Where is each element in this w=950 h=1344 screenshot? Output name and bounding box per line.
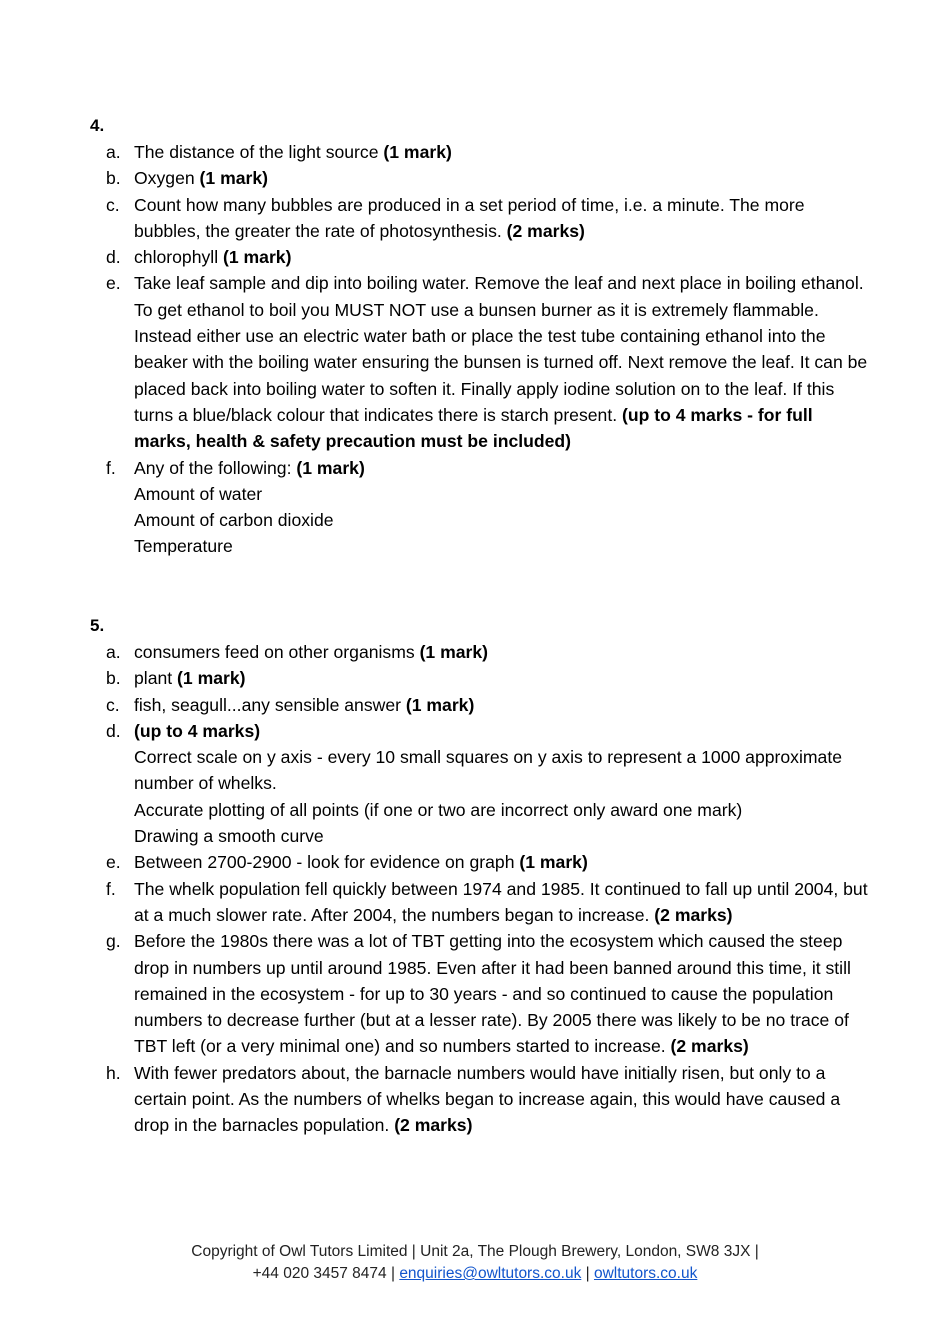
answer-item — [0, 192, 950, 245]
answer-marks: (1 mark) — [177, 668, 246, 689]
answer-subline: Amount of water — [134, 483, 263, 504]
answer-marks: (2 marks) — [654, 904, 733, 925]
answer-text: Take leaf sample and dip into boiling water. Remove the leaf and next place in boiling ethanol. To get ethanol to boil you MUST NOT use a bunsen burner as it is extremely flammable. Instead either use an electric water bath or place the test tube containing ethanol into the beaker with the boiling water ensuring the bunsen is turned off. Next remove the leaf. It can be placed back into boiling water to soften it. Finally apply iodine solution on to the leaf. If this turns a blue/black colour that indicates there is starch present. — [134, 273, 868, 425]
answer-marks: (1 mark) — [199, 168, 268, 189]
answer-text: Between 2700-2900 - look for evidence on graph — [134, 852, 520, 873]
footer-email-link[interactable]: enquiries@owltutors.co.uk — [399, 1265, 582, 1282]
answer-marks: (1 mark) — [419, 642, 489, 662]
answer-subline: Amount of carbon dioxide — [134, 510, 334, 531]
answer-item — [0, 244, 950, 270]
answer-marks: (2 marks) — [506, 220, 585, 241]
answer-item — [0, 692, 950, 718]
answer-letter: c. — [106, 194, 120, 215]
answer-text: Before the 1980s there was a lot of TBT getting into the ecosystem which caused the steep drop in numbers up until around 1985. Even after it had been banned around this time, it still remained in the ecosystem - for up to 30 years - and so continued to cause the population numbers to decrease further (but at a lesser rate). By 2005 there was likely to be no trace of TBT left (or a very minimal one) and so numbers started to increase. — [134, 931, 851, 1057]
answer-subline: Drawing a smooth curve — [134, 826, 324, 847]
answer-text: Count how many bubbles are produced in a set period of time, i.e. a minute. The more bubbles, the greater the rate of photosynthesis. — [134, 194, 805, 241]
answer-marks: (1 mark) — [405, 694, 475, 715]
answer-text: plant — [134, 668, 178, 689]
answer-letter: h. — [106, 1062, 121, 1083]
answer-item — [0, 139, 950, 165]
answer-subline: Correct scale on y axis - every 10 small squares on y axis to represent a 1000 approximate number of whelks. — [134, 747, 842, 794]
answer-subline: Accurate plotting of all points (if one or two are incorrect only award one mark) — [134, 799, 743, 820]
answer-letter: f. — [106, 878, 116, 899]
footer-separator: | — [581, 1265, 594, 1282]
answer-letter: b. — [106, 668, 121, 689]
answer-item — [0, 455, 950, 560]
answer-marks: (up to 4 marks - for full marks, health & safety precaution must be included) — [134, 404, 813, 452]
answer-letter: d. — [106, 247, 121, 268]
answer-letter: e. — [106, 273, 121, 294]
answer-item — [0, 928, 950, 1059]
footer-phone: +44 020 3457 8474 | — [252, 1265, 400, 1282]
answer-text: With fewer predators about, the barnacle numbers would have initially risen, but only to a certain point. As the numbers of whelks began to increase again, this would have caused a drop in the barnacles population. — [134, 1062, 841, 1136]
footer-contact — [0, 1263, 950, 1285]
answer-item — [0, 639, 950, 665]
answer-item — [0, 665, 950, 691]
answer-letter: g. — [106, 931, 121, 952]
question-5-number: 5. — [90, 616, 105, 635]
answer-text: chlorophyll — [134, 247, 223, 268]
page-footer — [0, 1241, 950, 1285]
answer-item — [0, 270, 950, 454]
answer-item — [0, 1060, 950, 1139]
answer-text: The whelk population fell quickly between 1974 and 1985. It continued to fall up until 2004, but at a much slower rate. After 2004, the numbers began to increase. — [134, 878, 868, 925]
answer-text: The distance of the light source — [134, 142, 384, 162]
answer-marks: (2 marks) — [394, 1115, 473, 1136]
answer-marks: (1 mark) — [383, 142, 452, 162]
answer-letter: e. — [106, 852, 121, 873]
answer-text: fish, seagull...any sensible answer — [134, 694, 406, 715]
answer-subline: Temperature — [134, 536, 233, 557]
answer-letter: a. — [106, 642, 121, 662]
answer-item — [0, 165, 950, 191]
question-5-answers — [0, 639, 950, 1139]
answer-item — [0, 718, 950, 849]
answer-text: Any of the following: — [134, 457, 297, 478]
answer-marks: (1 mark) — [519, 852, 588, 873]
footer-copyright: Copyright of Owl Tutors Limited | Unit 2a, The Plough Brewery, London, SW8 3JX | — [191, 1243, 759, 1260]
footer-website-link[interactable]: owltutors.co.uk — [593, 1265, 698, 1282]
answer-item — [0, 849, 950, 875]
answer-marks: (1 mark) — [296, 457, 365, 478]
answer-marks: (up to 4 marks) — [134, 720, 261, 741]
answer-letter: f. — [106, 457, 116, 478]
answer-text: Oxygen — [134, 168, 200, 189]
answer-letter: b. — [106, 168, 121, 189]
answer-letter: a. — [106, 142, 121, 162]
question-4-answers — [0, 139, 950, 560]
answer-letter: d. — [106, 720, 121, 741]
answer-text: consumers feed on other organisms — [134, 642, 420, 662]
answer-marks: (1 mark) — [223, 247, 292, 268]
answer-item — [0, 876, 950, 929]
answer-letter: c. — [106, 694, 120, 715]
question-4-number: 4. — [90, 116, 105, 135]
answer-marks: (2 marks) — [670, 1036, 749, 1057]
